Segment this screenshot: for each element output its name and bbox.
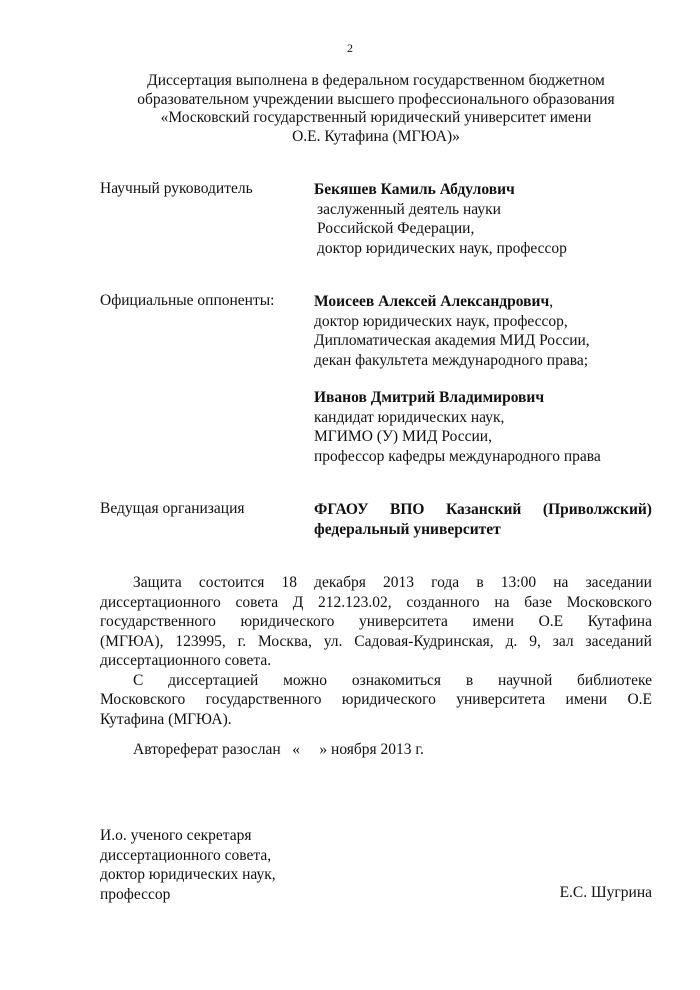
defense-line	[100, 632, 652, 652]
signature-line: доктор юридических наук,	[100, 866, 276, 883]
signature-block	[100, 826, 276, 904]
supervisor-detail: доктор юридических наук, профессор	[317, 239, 567, 257]
word: университета	[359, 613, 448, 630]
page-number: 2	[347, 41, 353, 55]
leading-org-label: Ведущая организация	[100, 500, 245, 517]
word: Кутафина	[587, 613, 652, 630]
word: государственного	[205, 691, 322, 708]
defense-line	[100, 593, 652, 613]
word: 9,	[529, 632, 541, 650]
intro-paragraph	[100, 72, 652, 146]
word: О.Е	[627, 691, 652, 708]
word: Садовая-Кудринская,	[354, 632, 494, 650]
word: диссертационного	[100, 593, 221, 611]
word: ознакомиться	[351, 671, 442, 689]
leading-org-block	[314, 500, 652, 539]
word: научной	[497, 671, 553, 689]
word: в	[465, 671, 474, 689]
defense-line: диссертационного совета.	[100, 652, 272, 669]
opponent-1-detail: декан факультета международного права;	[314, 351, 589, 369]
defense-line	[100, 573, 652, 593]
leading-org-word: ВПО	[390, 501, 425, 518]
supervisor-block	[314, 180, 567, 258]
intro-line: образовательном учреждении высшего профессионального образования	[137, 90, 615, 108]
word: С	[133, 671, 144, 689]
word: имени	[565, 691, 608, 708]
supervisor-name: Бекяшев Камиль Абдулович	[314, 181, 515, 198]
word: зал	[552, 632, 574, 650]
intro-line: О.Е. Кутафина (МГЮА)»	[292, 127, 460, 145]
library-line	[100, 671, 652, 691]
word: Д	[292, 593, 304, 611]
library-line	[100, 690, 652, 710]
opponent-1-name-comma: ,	[549, 293, 554, 310]
word: Московского	[100, 691, 186, 708]
opponent-1-detail: Дипломатическая академия МИД России,	[314, 332, 590, 349]
intro-line: «Московский государственный юридический университет имени	[160, 109, 592, 126]
opponent-1-name: Моисеев Алексей Александрович	[314, 293, 550, 310]
signature-line: профессор	[100, 885, 171, 903]
leading-org-line-1	[314, 500, 652, 520]
word: имени	[472, 613, 515, 630]
word: библиотеке	[577, 671, 652, 689]
word: юридического	[341, 691, 436, 708]
opponent-2-block	[314, 388, 601, 466]
word: Защита	[133, 574, 182, 591]
leading-org-line-2: федеральный университет	[314, 520, 501, 538]
opponents-label: Официальные оппоненты:	[100, 292, 275, 309]
word: состоится	[198, 574, 265, 591]
word: Москва,	[258, 632, 312, 650]
opponent-2-detail: МГИМО (У) МИД России,	[314, 428, 492, 445]
supervisor-label: Научный руководитель	[100, 180, 253, 197]
word: на	[494, 593, 510, 611]
word: (МГЮА),	[100, 632, 164, 650]
word: ул.	[323, 632, 343, 650]
word: 123995,	[175, 632, 226, 650]
word: заседании	[585, 574, 652, 591]
word: О.Е	[538, 613, 564, 630]
word: 18	[281, 574, 297, 591]
word: государственного	[100, 613, 216, 630]
defense-line	[100, 612, 652, 632]
word: Московского	[566, 593, 652, 611]
abstract-sent-line: Автореферат разослан « » ноября 2013 г.	[133, 741, 424, 758]
word: базе	[524, 593, 553, 611]
word: д.	[505, 632, 518, 650]
word: 212.123.02,	[318, 593, 392, 611]
word: университета	[456, 691, 546, 708]
word: года	[431, 574, 460, 591]
word: 2013	[382, 574, 414, 591]
secretary-name: Е.С. Шугрина	[559, 884, 652, 901]
word: диссертацией	[168, 671, 259, 689]
word: 13:00	[500, 574, 537, 591]
signature-line: И.о. ученого секретаря	[100, 827, 252, 844]
word: декабря	[314, 574, 366, 591]
word: на	[553, 574, 569, 591]
opponent-2-name: Иванов Дмитрий Владимирович	[314, 389, 545, 406]
word: заседаний	[585, 632, 652, 650]
intro-line: Диссертация выполнена в федеральном государственном бюджетном	[147, 72, 605, 89]
opponent-1-detail: доктор юридических наук, профессор,	[314, 312, 568, 330]
word: юридического	[240, 613, 335, 630]
leading-org-word: (Приволжский)	[542, 501, 652, 518]
word: в	[476, 574, 484, 591]
signature-line: диссертационного совета,	[100, 846, 272, 864]
leading-org-word: ФГАОУ	[314, 501, 369, 518]
opponent-2-detail: профессор кафедры международного права	[314, 447, 601, 465]
word: можно	[283, 671, 328, 689]
opponent-2-detail: кандидат юридических наук,	[314, 408, 505, 426]
opponent-1-block	[314, 292, 590, 370]
library-line: Кутафина (МГЮА).	[100, 710, 232, 728]
defense-paragraph	[100, 573, 652, 729]
supervisor-detail: Российской Федерации,	[317, 220, 475, 237]
word: созданного	[406, 593, 480, 611]
leading-org-word: Казанский	[446, 501, 522, 518]
word: г.	[237, 632, 247, 650]
word: совета	[235, 593, 279, 611]
supervisor-detail: заслуженный деятель науки	[317, 200, 501, 218]
